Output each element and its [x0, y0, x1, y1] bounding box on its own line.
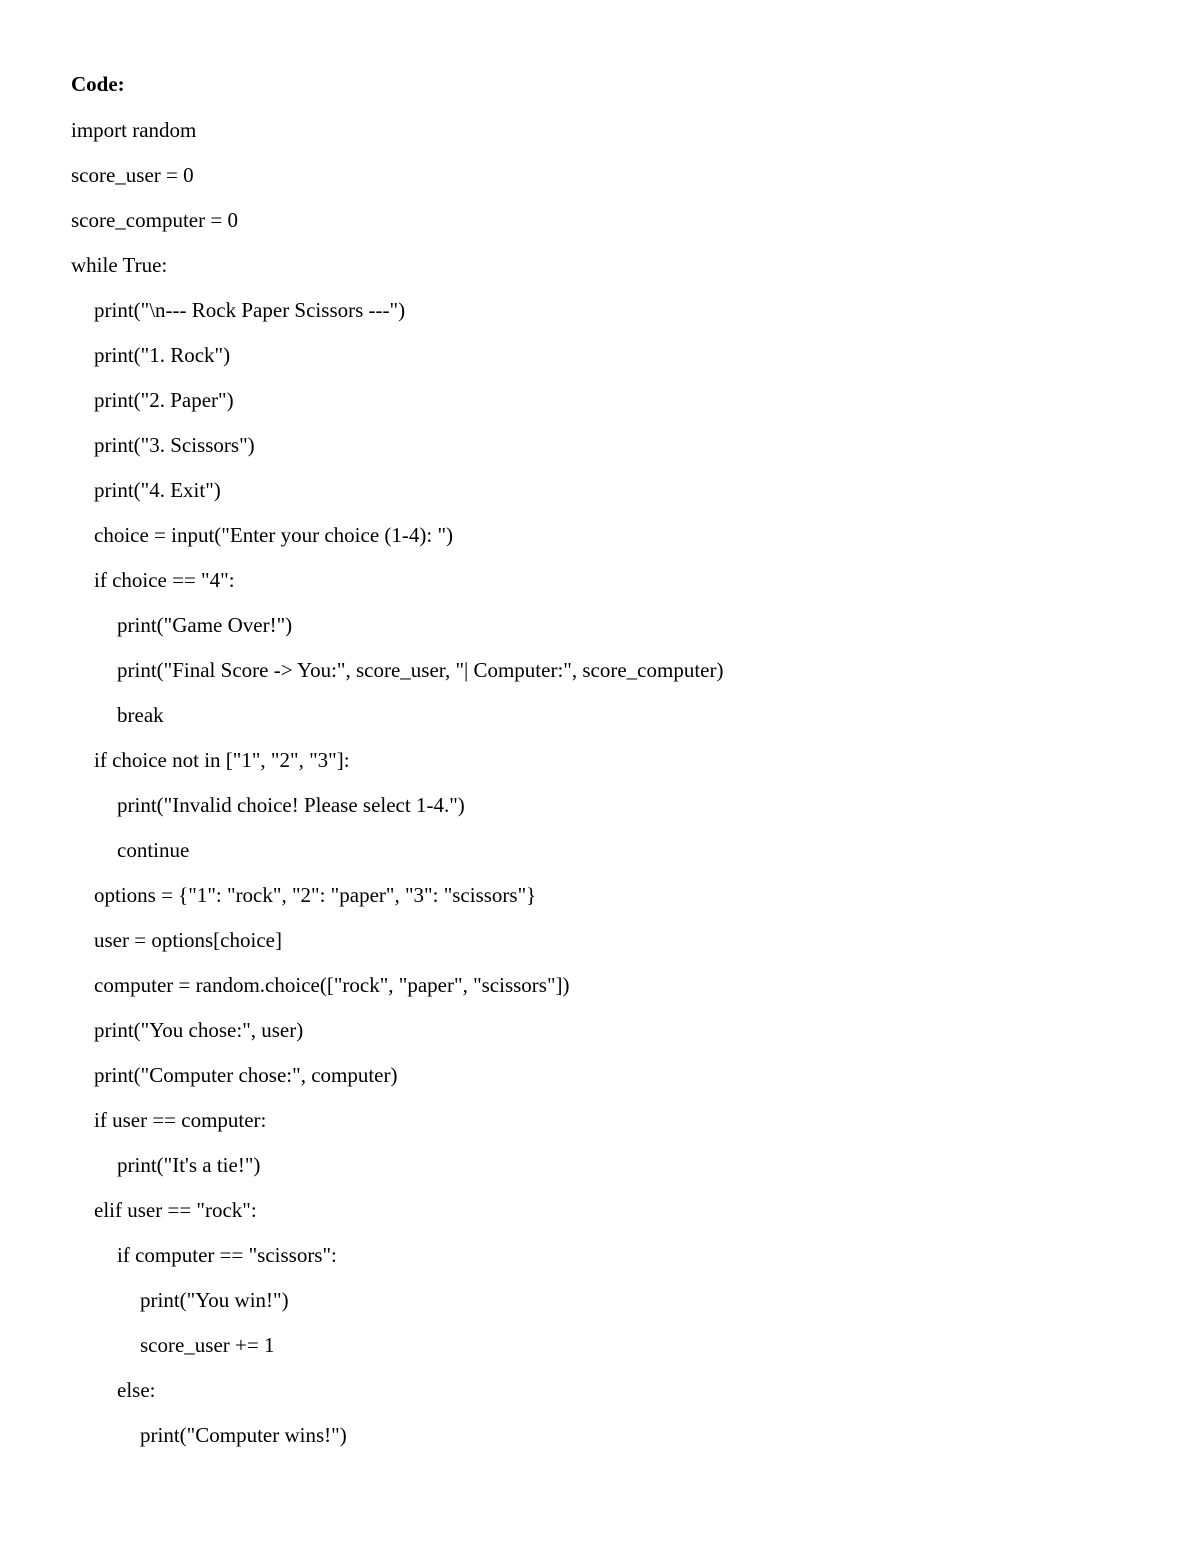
code-line: if computer == "scissors":	[117, 1243, 337, 1267]
code-line: print("You win!")	[140, 1288, 289, 1312]
code-line: print("Invalid choice! Please select 1-4.")	[117, 793, 465, 817]
code-line: print("It's a tie!")	[117, 1153, 261, 1177]
code-line: import random	[71, 118, 197, 142]
code-line: print("1. Rock")	[94, 343, 231, 367]
code-line: elif user == "rock":	[94, 1198, 257, 1222]
code-line: score_user = 0	[71, 163, 194, 187]
code-line: else:	[117, 1378, 156, 1402]
code-line: if choice == "4":	[94, 568, 235, 592]
code-line: options = {"1": "rock", "2": "paper", "3": "scissors"}	[94, 883, 537, 907]
code-line: break	[117, 703, 164, 727]
code-line: if choice not in ["1", "2", "3"]:	[94, 748, 350, 772]
code-line: while True:	[71, 253, 168, 277]
code-line: print("Computer wins!")	[140, 1423, 347, 1447]
code-line: print("2. Paper")	[94, 388, 234, 412]
code-line: print("Computer chose:", computer)	[94, 1063, 398, 1087]
code-line: print("3. Scissors")	[94, 433, 255, 457]
code-line: user = options[choice]	[94, 928, 282, 952]
code-line: print("You chose:", user)	[94, 1018, 304, 1042]
code-heading: Code:	[71, 72, 125, 96]
code-line: if user == computer:	[94, 1108, 267, 1132]
code-line: score_user += 1	[140, 1333, 275, 1357]
code-line: print("Game Over!")	[117, 613, 293, 637]
code-block	[71, 116, 1151, 1466]
code-line: print("4. Exit")	[94, 478, 221, 502]
code-line: computer = random.choice(["rock", "paper", "scissors"])	[94, 973, 570, 997]
code-line: continue	[117, 838, 190, 862]
code-line: score_computer = 0	[71, 208, 238, 232]
code-line: print("Final Score -> You:", score_user, "| Computer:", score_computer)	[117, 658, 724, 682]
code-line: print("\n--- Rock Paper Scissors ---")	[94, 298, 406, 322]
code-line: choice = input("Enter your choice (1-4): ")	[94, 523, 454, 547]
